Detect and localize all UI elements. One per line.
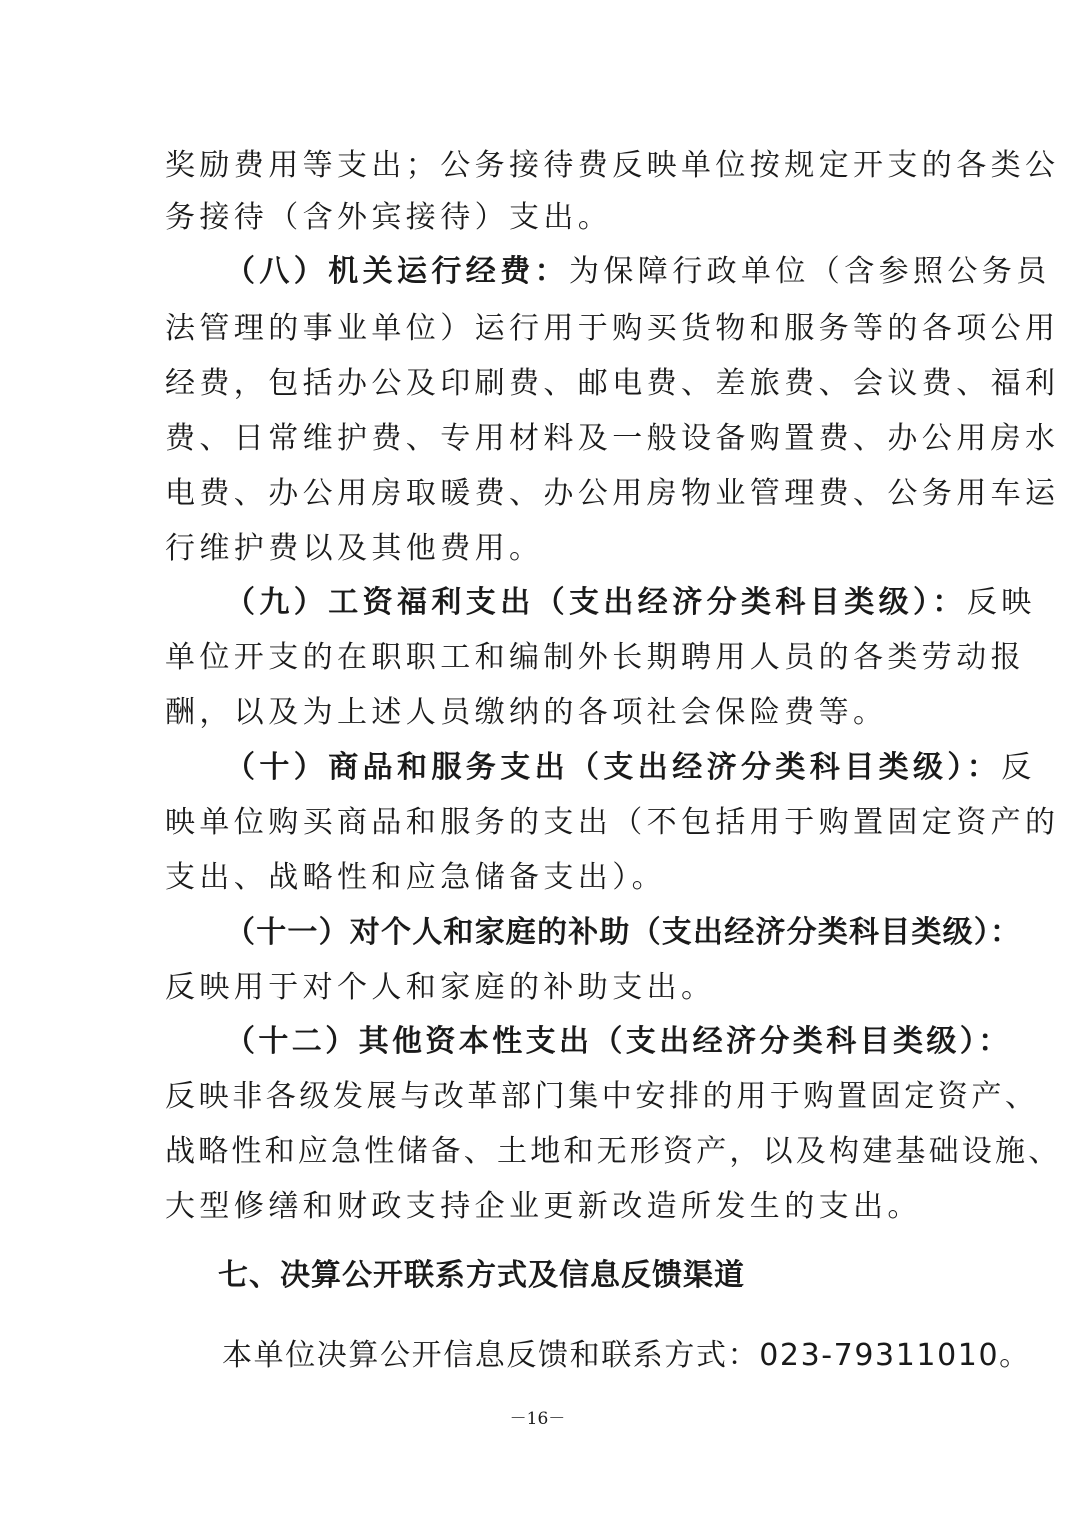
paragraph-9-first-line bbox=[225, 585, 1036, 621]
body-line: 战略性和应急性储备、土地和无形资产，以及构建基础设施、 bbox=[165, 1134, 1062, 1169]
contact-line: 本单位决算公开信息反馈和联系方式：023-79311010。 bbox=[222, 1338, 1031, 1373]
paragraph-9-title: （九）工资福利支出（支出经济分类科目类级）： bbox=[225, 585, 967, 620]
page-number: －16－ bbox=[509, 1409, 566, 1429]
body-line: 电费、办公用房取暖费、办公用房物业管理费、公务用车运 bbox=[165, 476, 1060, 511]
paragraph-10-first-text: 反 bbox=[1001, 750, 1036, 785]
paragraph-11-title: （十一）对个人和家庭的补助（支出经济分类科目类级）： bbox=[225, 915, 1022, 950]
paragraph-9-first-text: 反映 bbox=[966, 585, 1036, 620]
paragraph-8-first-line bbox=[225, 254, 1051, 290]
body-line: 反映用于对个人和家庭的补助支出。 bbox=[165, 970, 716, 1005]
body-line: 单位开支的在职职工和编制外长期聘用人员的各类劳动报 bbox=[165, 640, 1025, 675]
body-line: 经费，包括办公及印刷费、邮电费、差旅费、会议费、福利 bbox=[165, 366, 1060, 401]
body-line: 法管理的事业单位）运行用于购买货物和服务等的各项公用 bbox=[165, 311, 1060, 346]
paragraph-10-first-line bbox=[225, 750, 1036, 786]
body-line: 务接待（含外宾接待）支出。 bbox=[165, 200, 613, 235]
paragraph-8-title: （八）机关运行经费： bbox=[225, 254, 569, 289]
section-heading: 七、决算公开联系方式及信息反馈渠道 bbox=[218, 1258, 745, 1293]
body-line: 奖励费用等支出；公务接待费反映单位按规定开支的各类公 bbox=[165, 148, 1060, 183]
body-line: 大型修缮和财政支持企业更新改造所发生的支出。 bbox=[165, 1189, 922, 1224]
body-line: 酬，以及为上述人员缴纳的各项社会保险费等。 bbox=[165, 695, 888, 730]
body-line: 行维护费以及其他费用。 bbox=[165, 531, 544, 566]
body-line: 支出、战略性和应急储备支出）。 bbox=[165, 860, 666, 895]
body-line: 映单位购买商品和服务的支出（不包括用于购置固定资产的 bbox=[165, 805, 1060, 840]
paragraph-8-first-text: 为保障行政单位（含参照公务员 bbox=[569, 254, 1051, 289]
paragraph-12-title: （十二）其他资本性支出（支出经济分类科目类级）： bbox=[225, 1024, 1012, 1059]
body-line: 反映非各级发展与改革部门集中安排的用于购置固定资产、 bbox=[165, 1079, 1039, 1114]
paragraph-10-title: （十）商品和服务支出（支出经济分类科目类级）： bbox=[225, 750, 1002, 785]
body-line: 费、日常维护费、专用材料及一般设备购置费、办公用房水 bbox=[165, 421, 1060, 456]
